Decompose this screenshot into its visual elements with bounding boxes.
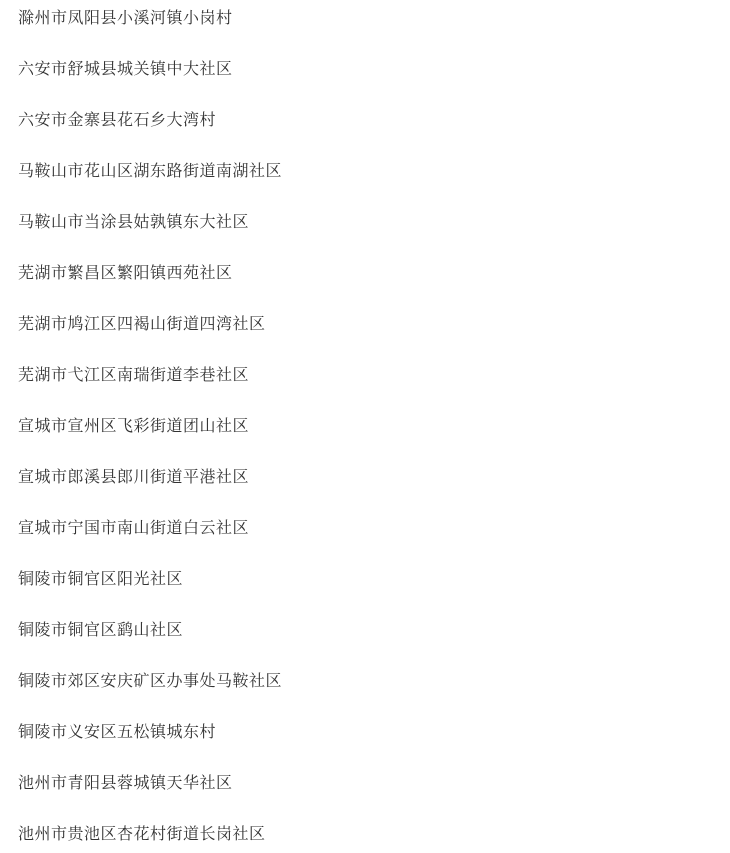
list-item: 铜陵市郊区安庆矿区办事处马鞍社区 xyxy=(18,673,283,690)
list-item: 马鞍山市花山区湖东路街道南湖社区 xyxy=(18,163,283,180)
list-item: 六安市舒城县城关镇中大社区 xyxy=(18,61,233,78)
list-item: 宣城市郎溪县郎川街道平港社区 xyxy=(18,469,250,486)
list-item: 池州市青阳县蓉城镇天华社区 xyxy=(18,775,233,792)
list-item: 芜湖市繁昌区繁阳镇西苑社区 xyxy=(18,265,233,282)
list-item: 六安市金寨县花石乡大湾村 xyxy=(18,112,217,129)
list-item: 宣城市宁国市南山街道白云社区 xyxy=(18,520,250,537)
list-item: 芜湖市鸠江区四褐山街道四湾社区 xyxy=(18,316,266,333)
list-item: 铜陵市义安区五松镇城东村 xyxy=(18,724,217,741)
list-item: 滁州市凤阳县小溪河镇小岗村 xyxy=(18,10,233,27)
list-item: 芜湖市弋江区南瑞街道李巷社区 xyxy=(18,367,250,384)
list-item: 马鞍山市当涂县姑孰镇东大社区 xyxy=(18,214,250,231)
list-item: 宣城市宣州区飞彩街道团山社区 xyxy=(18,418,250,435)
list-item: 铜陵市铜官区阳光社区 xyxy=(18,571,184,588)
list-item: 铜陵市铜官区鹞山社区 xyxy=(18,622,184,639)
list-item: 池州市贵池区杏花村街道长岗社区 xyxy=(18,826,266,843)
